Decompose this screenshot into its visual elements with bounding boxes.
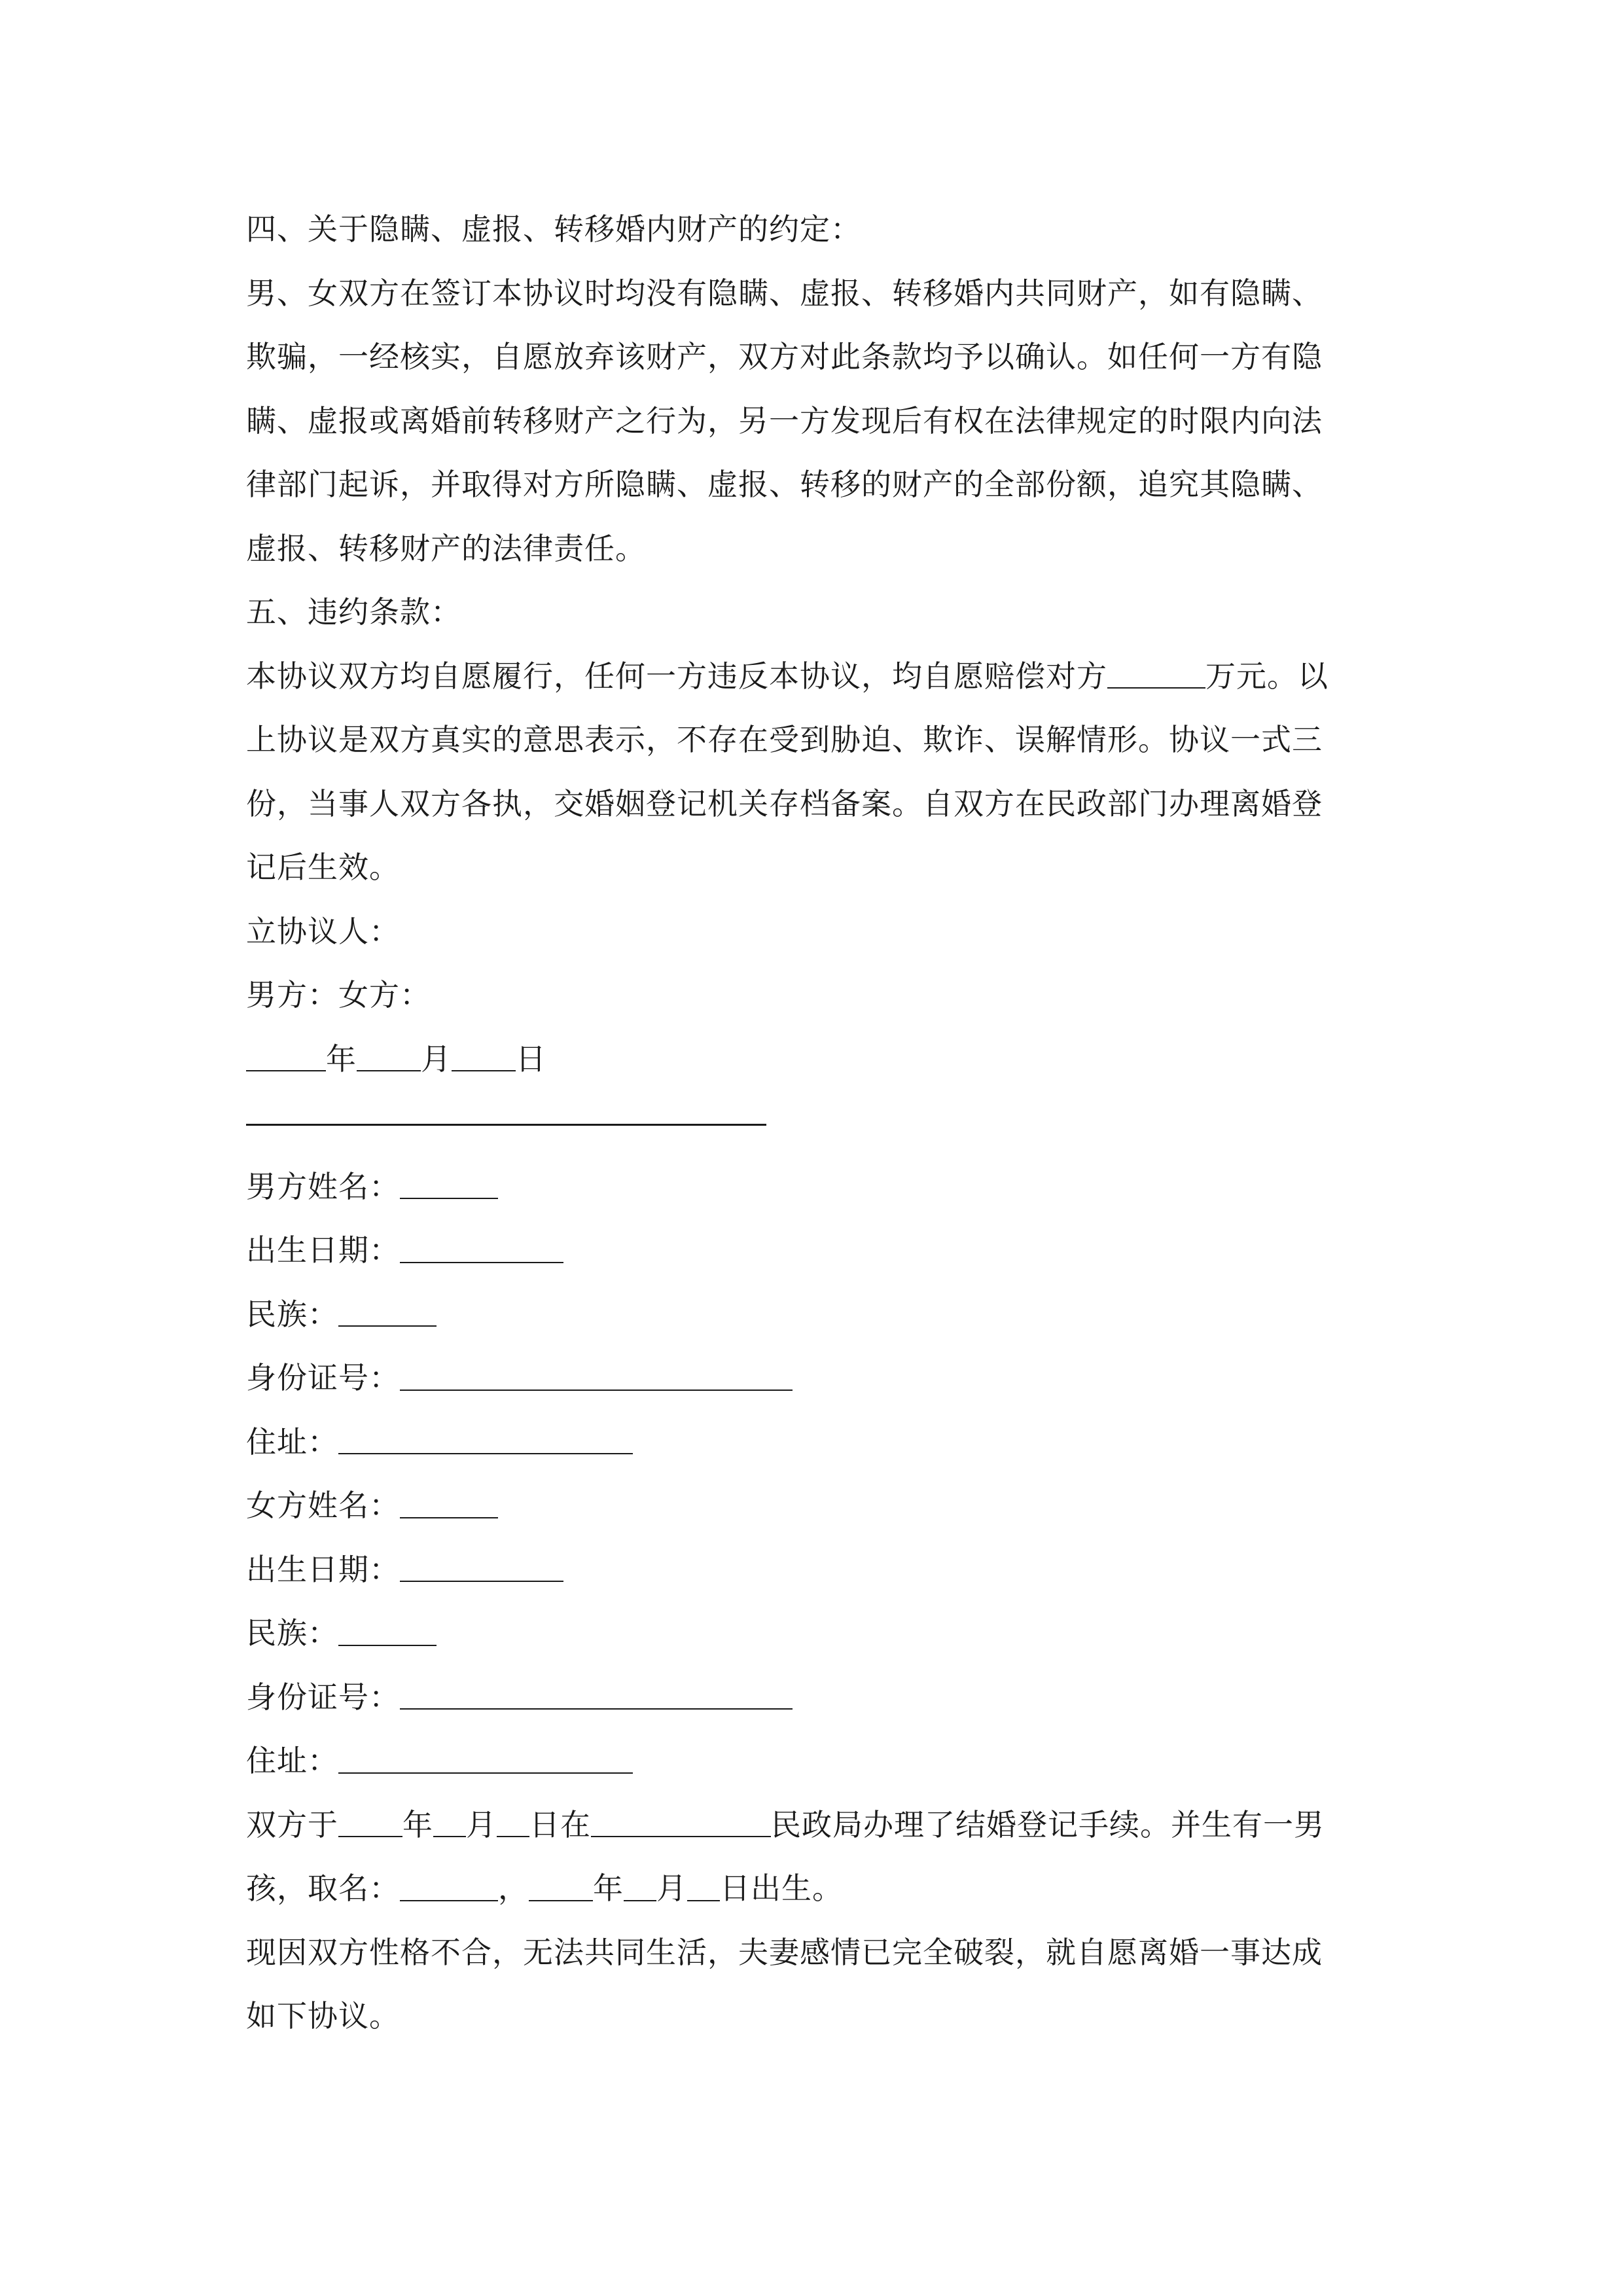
child-birth-year-blank[interactable] [529,1873,593,1901]
section-4-text [246,262,1404,581]
child-name-blank[interactable] [400,1873,498,1901]
signature-day-blank[interactable] [452,1043,516,1071]
section-4-line-3: 瞒、虚报或离婚前转移财产之行为，另一方发现后有权在法律规定的时限内向法 [246,403,1323,439]
signature-date: 年 月 日 [246,1028,1404,1092]
section-4-line-5: 虚报、转移财产的法律责任。 [246,530,646,566]
document-body [246,198,1404,2049]
male-name-blank[interactable] [400,1171,498,1199]
section-5-line-3: 份，当事人双方各执，交婚姻登记机关存档备案。自双方在民政部门办理离婚登 [246,785,1323,821]
child-birth-month-blank[interactable] [624,1873,656,1901]
section-5-line-4: 记后生效。 [246,850,400,885]
section-5-text [246,645,1404,900]
male-address-blank[interactable] [338,1426,633,1454]
closing-line-1: 现因双方性格不合，无法共同生活，夫妻感情已完全破裂，就自愿离婚一事达成 [246,1934,1323,1970]
male-birth-field: 出生日期： [246,1219,1404,1283]
parties-label: 立协议人： [246,913,400,949]
male-birth-blank[interactable] [400,1234,563,1263]
section-4-line-4: 律部门起诉，并取得对方所隐瞒、虚报、转移的财产的全部份额，追究其隐瞒、 [246,467,1323,502]
male-address-field: 住址： [246,1410,1404,1475]
female-name-field: 女方姓名： [246,1474,1404,1538]
child-birth-day-blank[interactable] [687,1873,720,1901]
separator [246,1091,1404,1155]
male-ethnicity-field: 民族： [246,1283,1404,1347]
marriage-month-blank[interactable] [433,1809,466,1837]
signature-month-blank[interactable] [357,1043,421,1071]
male-name-field: 男方姓名： [246,1155,1404,1219]
section-4-heading: 四、关于隐瞒、虚报、转移婚内财产的约定： [246,211,861,247]
signature-year-blank[interactable] [246,1043,326,1071]
male-id-field: 身份证号： [246,1346,1404,1410]
female-id-blank[interactable] [400,1681,793,1710]
marriage-line-2: 孩，取名： ， 年 月 日出生。 [246,1871,843,1906]
marriage-year-blank[interactable] [338,1809,402,1837]
marriage-day-blank[interactable] [497,1809,529,1837]
male-female-signature: 男方：女方： [246,977,431,1013]
marriage-line-1: 双方于 年 月 日在 民政局办理了结婚登记手续。并生有一男 [246,1806,1325,1842]
section-4-line-2: 欺骗，一经核实，自愿放弃该财产，双方对此条款均予以确认。如任何一方有隐 [246,339,1323,374]
separator-line [246,1124,766,1126]
female-name-blank[interactable] [400,1490,498,1518]
section-4-line-1: 男、女双方在签订本协议时均没有隐瞒、虚报、转移婚内共同财产，如有隐瞒、 [246,275,1323,311]
section-5-heading: 五、违约条款： [246,594,461,630]
section-5-line-2: 上协议是双方真实的意思表示，不存在受到胁迫、欺诈、误解情形。协议一式三 [246,722,1323,757]
female-address-field: 住址： [246,1729,1404,1793]
female-birth-field: 出生日期： [246,1538,1404,1602]
male-ethnicity-blank[interactable] [338,1299,437,1327]
section-5-line-1: 本协议双方均自愿履行，任何一方违反本协议，均自愿赔偿对方 万元。以 [246,658,1329,694]
female-address-blank[interactable] [338,1745,633,1773]
closing-text [246,1921,1404,2049]
civil-affairs-bureau-blank[interactable] [591,1809,771,1837]
female-id-field: 身份证号： [246,1666,1404,1730]
female-ethnicity-field: 民族： [246,1602,1404,1666]
compensation-amount-blank[interactable] [1107,660,1205,689]
female-ethnicity-blank[interactable] [338,1617,437,1645]
closing-line-2: 如下协议。 [246,1998,400,2034]
male-id-blank[interactable] [400,1362,793,1390]
female-birth-blank[interactable] [400,1554,563,1582]
